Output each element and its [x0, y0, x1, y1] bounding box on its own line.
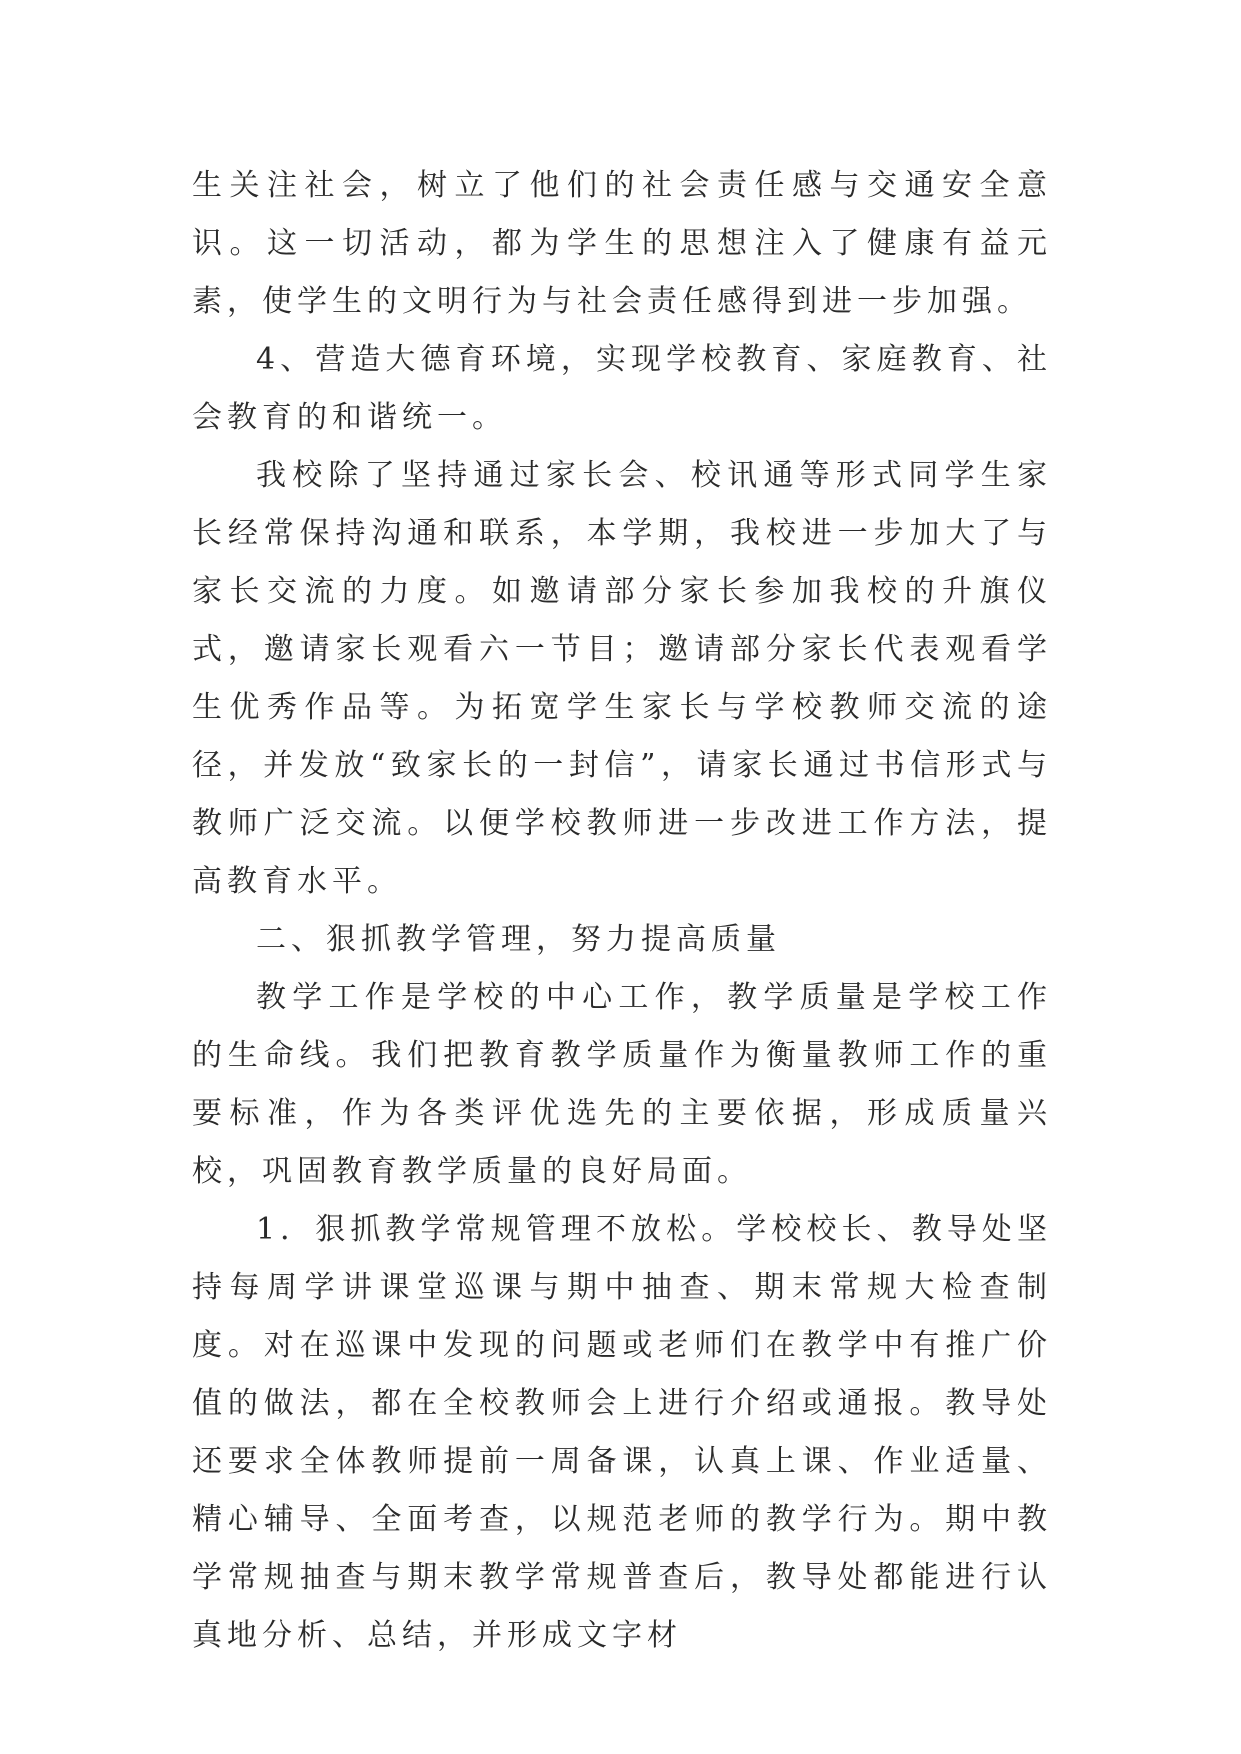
document-body	[192, 157, 1052, 1665]
section-heading-teaching-management: 二、狠抓教学管理，努力提高质量	[256, 922, 781, 957]
paragraph-continuation: 生关注社会，树立了他们的社会责任感与交通安全意识。这一切活动，都为学生的思想注入了健康有益元素，使学生的文明行为与社会责任感得到进一步加强。	[192, 168, 1052, 319]
paragraph-section-4-heading: 4、营造大德育环境，实现学校教育、家庭教育、社会教育的和谐统一。	[192, 342, 1052, 435]
paragraph-teaching-quality: 教学工作是学校的中心工作，教学质量是学校工作的生命线。我们把教育教学质量作为衡量教师工作的重要标准，作为各类评优选先的主要依据，形成质量兴校，巩固教育教学质量的良好局面。	[192, 980, 1052, 1189]
paragraph-routine-management: 1．狠抓教学常规管理不放松。学校校长、教导处坚持每周学讲课堂巡课与期中抽查、期末常规大检查制度。对在巡课中发现的问题或老师们在教学中有推广价值的做法，都在全校教师会上进行介绍或通报。教导处还要求全体教师提前一周备课，认真上课、作业适量、精心辅导、全面考查，以规范老师的教学行为。期中教学常规抽查与期末教学常规普查后，教导处都能进行认真地分析、总结，并形成文字材	[192, 1212, 1052, 1653]
paragraph-parent-communication: 我校除了坚持通过家长会、校讯通等形式同学生家长经常保持沟通和联系，本学期，我校进一步加大了与家长交流的力度。如邀请部分家长参加我校的升旗仪式，邀请家长观看六一节目；邀请部分家长代表观看学生优秀作品等。为拓宽学生家长与学校教师交流的途径，并发放“致家长的一封信”，请家长通过书信形式与教师广泛交流。以便学校教师进一步改进工作方法，提高教育水平。	[192, 458, 1052, 899]
